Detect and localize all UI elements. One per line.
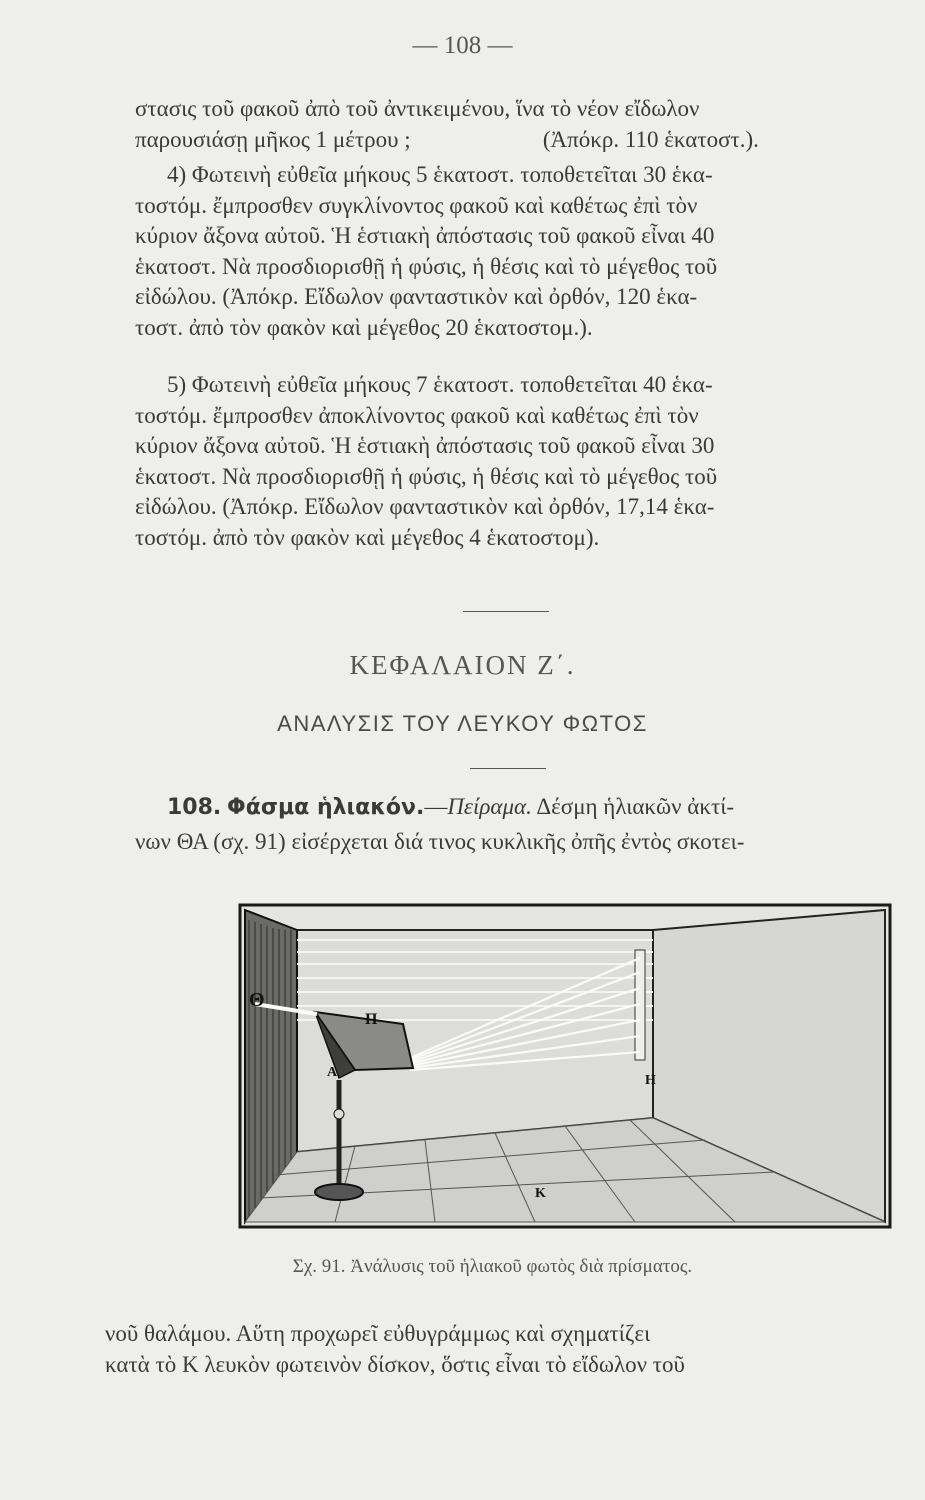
text-line: στασις τοῦ φακοῦ ἀπὸ τοῦ ἀντικειμένου, ἵνα τὸ νέον εἴδωλον — [135, 96, 700, 121]
page-number: — 108 — — [412, 32, 513, 59]
text-line: κύριον ἄξονα αὐτοῦ. Ἡ ἑστιακὴ ἀπόστασις τοῦ φακοῦ εἶναι 40 — [135, 223, 715, 248]
label-eta: Η — [645, 1073, 656, 1088]
text-line: τοστόμ. ἔμπροσθεν συγκλίνοντος φακοῦ καὶ καθέτως ἐπὶ τὸν — [135, 192, 698, 218]
text-line: τοστ. ἀπὸ τὸν φακὸν καὶ μέγεθος 20 ἑκατοστομ.). — [135, 314, 593, 340]
text-line: τοστόμ. ἀπὸ τὸν φακὸν καὶ μέγεθος 4 ἑκατοστομ). — [135, 524, 600, 550]
prism-experiment-illustration — [235, 900, 895, 1230]
chapter-number: ΚΕΦΑΛΑΙΟΝ Ζ΄. — [349, 650, 576, 680]
prism-figure — [235, 900, 895, 1230]
figure-caption: Σχ. 91. Ἀνάλυσις τοῦ ἡλιακοῦ φωτὸς διὰ πρίσματος. — [292, 1256, 693, 1277]
stand-knob — [334, 1109, 344, 1119]
text-line: κατὰ τὸ Κ λευκὸν φωτεινὸν δίσκον, ὅστις εἶναι τὸ εἴδωλον τοῦ — [105, 1351, 685, 1377]
text-line: εἰδώλου. (Ἀπόκρ. Εἴδωλον φανταστικὸν καὶ ὀρθόν, 17,14 ἑκα- — [135, 494, 715, 519]
label-a: Α — [327, 1065, 338, 1080]
closing-paragraph — [105, 1318, 875, 1379]
section-number: 108. — [167, 795, 222, 820]
text-line: ἑκατοστ. Νὰ προσδιορισθῇ ἡ φύσις, ἡ θέσις καὶ τὸ μέγεθος τοῦ — [135, 463, 718, 489]
text-line: 5) Φωτεινὴ εὐθεῖα μήκους 7 ἑκατοστ. τοποθετεῖται 40 ἑκα- — [167, 372, 713, 397]
text-line: παρουσιάσῃ μῆκος 1 μέτρου ; (Ἀπόκρ. 110 ἑκατοστ.). — [135, 126, 759, 152]
section-title: Φάσμα ἡλιακόν. — [227, 795, 425, 820]
label-theta: Θ — [249, 989, 265, 1011]
exercise-5 — [135, 370, 905, 553]
text-line: Δέσμη ἡλιακῶν ἀκτί- — [531, 794, 735, 819]
section-108 — [135, 790, 905, 859]
text-line: κύριον ἄξονα αὐτοῦ. Ἡ ἑστιακὴ ἀπόστασις τοῦ φακοῦ εἶναι 30 — [135, 433, 715, 458]
text-line: εἰδώλου. (Ἀπόκρ. Εἴδωλον φανταστικὸν καὶ ὀρθόν, 120 ἑκα- — [135, 284, 698, 309]
text-line: τοστόμ. ἔμπροσθεν ἀποκλίνοντος φακοῦ καὶ καθέτως ἐπὶ τὸν — [135, 402, 699, 428]
em-dash: — — [424, 794, 448, 819]
text-line: ἑκατοστ. Νὰ προσδιορισθῇ ἡ φύσις, ἡ θέσις καὶ τὸ μέγεθος τοῦ — [135, 253, 718, 279]
text-line: νοῦ θαλάμου. Αὕτη προχωρεῖ εὐθυγράμμως καὶ σχηματίζει — [105, 1321, 651, 1346]
divider-rule — [470, 768, 546, 769]
text-line: 4) Φωτεινὴ εὐθεῖα μήκους 5 ἑκατοστ. τοποθετεῖται 30 ἑκα- — [167, 162, 713, 187]
exercise-4 — [135, 160, 905, 343]
label-prism: Π — [365, 1011, 378, 1028]
text-line: νων ΘΑ (σχ. 91) εἰσέρχεται διά τινος κυκλικῆς ὀπῆς ἐντὸς σκοτει- — [135, 829, 745, 854]
experiment-label: Πείραμα. — [447, 794, 532, 819]
divider-rule — [463, 611, 549, 612]
stand-base — [315, 1184, 363, 1200]
label-kappa: Κ — [535, 1186, 546, 1201]
chapter-title: ΑΝΑΛΥΣΙΣ ΤΟΥ ΛΕΥΚΟΥ ΦΩΤΟΣ — [277, 711, 648, 736]
top-paragraph — [135, 94, 905, 155]
